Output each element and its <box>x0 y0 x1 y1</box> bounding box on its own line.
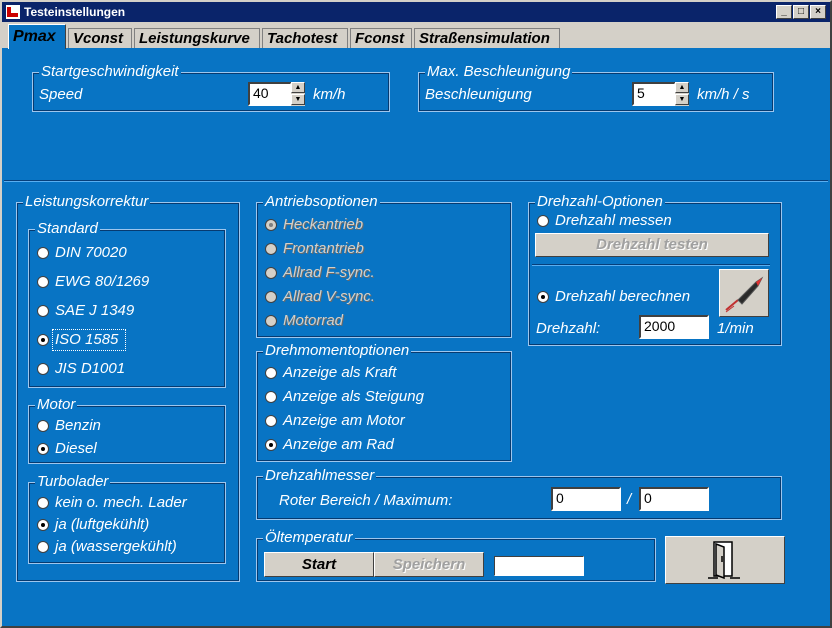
minimize-button[interactable]: _ <box>776 5 792 19</box>
title-bar <box>2 2 830 22</box>
tab-strassensimulation[interactable]: Straßensimulation <box>414 28 560 48</box>
oel-title: Öltemperatur <box>265 529 353 546</box>
radio-am-rad[interactable] <box>265 439 277 451</box>
radio-sae[interactable] <box>37 305 49 317</box>
drehmoment-rad-label[interactable]: Anzeige am Rad <box>283 436 394 453</box>
standard-ewg-label[interactable]: EWG 80/1269 <box>55 273 150 290</box>
drehzahl-unit: 1/min <box>717 320 754 337</box>
antrieb-allrad-v-label[interactable]: Allrad V-sync. <box>283 288 375 305</box>
drehzahl-divider <box>532 264 770 266</box>
radio-motorrad[interactable] <box>265 315 277 327</box>
radio-luftgekuehlt[interactable] <box>37 519 49 531</box>
section-divider <box>4 180 828 182</box>
speed-input[interactable]: 40 <box>248 82 292 106</box>
radio-heckantrieb[interactable] <box>265 219 277 231</box>
motor-benzin-label[interactable]: Benzin <box>55 417 101 434</box>
close-button[interactable]: × <box>810 5 826 19</box>
drehzahl-testen-button[interactable]: Drehzahl testen <box>535 233 769 257</box>
tab-vconst[interactable]: Vconst <box>68 28 132 48</box>
radio-iso[interactable] <box>37 334 49 346</box>
accel-label: Beschleunigung <box>425 86 532 103</box>
drehzahl-title: Drehzahl-Optionen <box>537 193 663 210</box>
standard-title: Standard <box>37 220 98 237</box>
window-title: Testeinstellungen <box>24 5 126 19</box>
radio-diesel[interactable] <box>37 443 49 455</box>
roter-bereich-label: Roter Bereich / Maximum: <box>279 492 453 509</box>
drehmoment-title: Drehmomentoptionen <box>265 342 410 359</box>
maximize-button[interactable]: □ <box>793 5 809 19</box>
turbo-wasser-label[interactable]: ja (wassergekühlt) <box>55 538 177 555</box>
radio-allrad-f[interactable] <box>265 267 277 279</box>
drehzahlmesser-title: Drehzahlmesser <box>265 467 375 484</box>
rpm-sensor-button[interactable] <box>719 269 769 317</box>
radio-allrad-v[interactable] <box>265 291 277 303</box>
radio-benzin[interactable] <box>37 420 49 432</box>
maximum-input[interactable]: 0 <box>639 487 709 511</box>
oel-start-button[interactable]: Start <box>264 552 374 577</box>
motor-diesel-label[interactable]: Diesel <box>55 440 97 457</box>
tab-strip <box>2 22 830 48</box>
turbolader-title: Turbolader <box>37 473 109 490</box>
radio-drehzahl-messen[interactable] <box>537 215 549 227</box>
turbo-kein-label[interactable]: kein o. mech. Lader <box>55 494 187 511</box>
speed-down-arrow-icon[interactable]: ▼ <box>291 94 305 105</box>
exit-door-icon <box>704 538 744 582</box>
radio-jis[interactable] <box>37 363 49 375</box>
drehzahl-field-label: Drehzahl: <box>536 320 601 337</box>
accel-up-arrow-icon[interactable]: ▲ <box>675 82 689 93</box>
tab-leistungskurve[interactable]: Leistungskurve <box>134 28 260 48</box>
accel-spinner[interactable] <box>675 82 689 106</box>
accel-input[interactable]: 5 <box>632 82 676 106</box>
speed-unit: km/h <box>313 86 346 103</box>
speed-up-arrow-icon[interactable]: ▲ <box>291 82 305 93</box>
antrieb-front-label[interactable]: Frontantrieb <box>283 240 364 257</box>
drehmoment-kraft-label[interactable]: Anzeige als Kraft <box>283 364 397 381</box>
radio-kein-lader[interactable] <box>37 497 49 509</box>
accel-unit: km/h / s <box>697 86 750 103</box>
oel-speichern-button[interactable]: Speichern <box>374 552 484 577</box>
leistungskorrektur-title: Leistungskorrektur <box>25 193 149 210</box>
antrieb-allrad-f-label[interactable]: Allrad F-sync. <box>283 264 375 281</box>
motor-title: Motor <box>37 396 76 413</box>
tab-tachotest[interactable]: Tachotest <box>262 28 348 48</box>
radio-kraft[interactable] <box>265 367 277 379</box>
radio-din[interactable] <box>37 247 49 259</box>
standard-sae-label[interactable]: SAE J 1349 <box>55 302 135 319</box>
drehzahl-berechnen-label[interactable]: Drehzahl berechnen <box>555 288 691 305</box>
sensor-probe-icon <box>720 270 768 316</box>
exit-button[interactable] <box>665 536 785 584</box>
radio-am-motor[interactable] <box>265 415 277 427</box>
tab-fconst[interactable]: Fconst <box>350 28 412 48</box>
radio-ewg[interactable] <box>37 276 49 288</box>
accel-down-arrow-icon[interactable]: ▼ <box>675 94 689 105</box>
radio-frontantrieb[interactable] <box>265 243 277 255</box>
drehmoment-motor-label[interactable]: Anzeige am Motor <box>283 412 405 429</box>
standard-jis-label[interactable]: JIS D1001 <box>55 360 126 377</box>
turbo-luft-label[interactable]: ja (luftgekühlt) <box>55 516 150 533</box>
drehzahl-messen-label[interactable]: Drehzahl messen <box>555 212 672 229</box>
range-slash: / <box>627 491 632 508</box>
speed-label: Speed <box>39 86 83 103</box>
roter-bereich-input[interactable]: 0 <box>551 487 621 511</box>
radio-drehzahl-berechnen[interactable] <box>537 291 549 303</box>
drehmoment-steigung-label[interactable]: Anzeige als Steigung <box>283 388 424 405</box>
radio-wassergekuehlt[interactable] <box>37 541 49 553</box>
speed-spinner[interactable] <box>291 82 305 106</box>
standard-din-label[interactable]: DIN 70020 <box>55 244 127 261</box>
standard-iso-label[interactable]: ISO 1585 <box>55 331 119 348</box>
tab-pmax[interactable]: Pmax <box>8 24 66 49</box>
antrieb-title: Antriebsoptionen <box>265 193 378 210</box>
accel-title: Max. Beschleunigung <box>427 63 571 80</box>
antrieb-motorrad-label[interactable]: Motorrad <box>283 312 344 329</box>
drehzahl-input[interactable]: 2000 <box>639 315 709 339</box>
app-icon <box>6 5 20 19</box>
antrieb-heck-label[interactable]: Heckantrieb <box>283 216 364 233</box>
oel-value-field <box>494 556 584 576</box>
radio-steigung[interactable] <box>265 391 277 403</box>
startspeed-title: Startgeschwindigkeit <box>41 63 179 80</box>
